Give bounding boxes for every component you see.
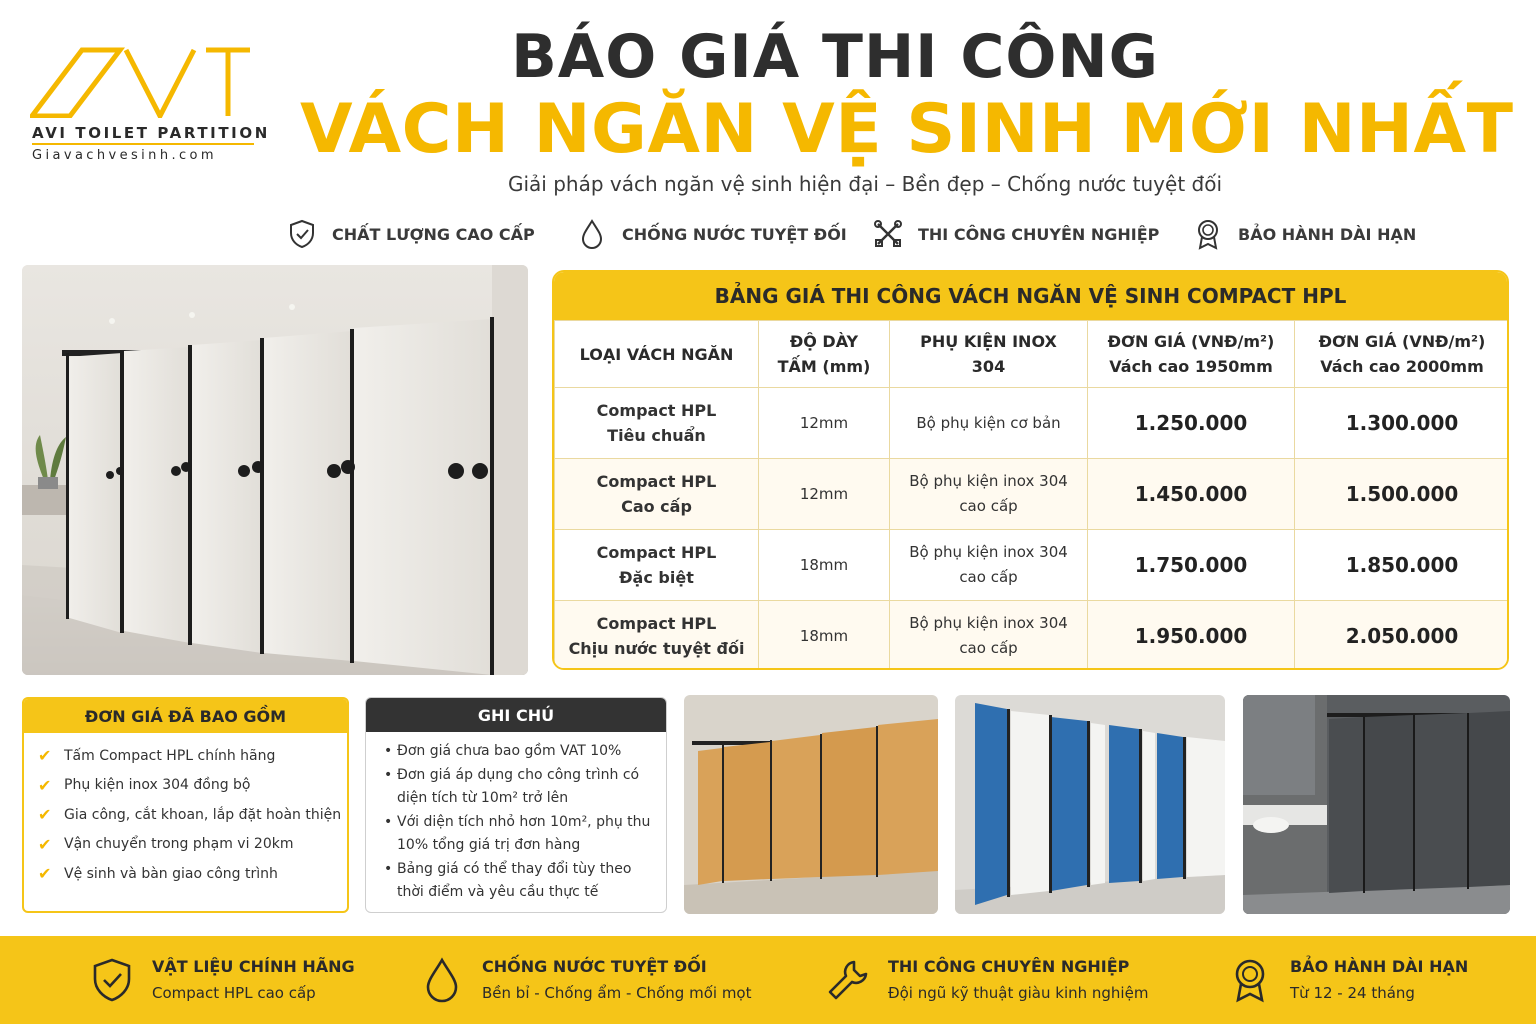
table-header-row xyxy=(555,321,1510,388)
tools-icon xyxy=(872,218,904,250)
footer-item-waterproof xyxy=(418,936,752,1024)
check-icon: ✔ xyxy=(38,834,52,854)
cell-accessory: Bộ phụ kiện inox 304 cao cấp xyxy=(890,459,1088,530)
award-badge-icon xyxy=(1226,956,1274,1004)
cell-price-2000: 1.850.000 xyxy=(1295,530,1510,601)
included-list xyxy=(24,733,347,889)
feature-waterproof xyxy=(576,212,847,256)
footer-title: VẬT LIỆU CHÍNH HÃNG xyxy=(152,957,355,976)
notes-list xyxy=(366,732,666,905)
header-type: LOẠI VÁCH NGĂN xyxy=(555,321,759,388)
cell-thickness: 12mm xyxy=(759,388,890,459)
wrench-icon xyxy=(824,956,872,1004)
notes-title: GHI CHÚ xyxy=(366,698,666,732)
feature-label: BẢO HÀNH DÀI HẠN xyxy=(1238,224,1417,244)
cell-accessory: Bộ phụ kiện inox 304 cao cấp xyxy=(890,530,1088,601)
brand-logo xyxy=(30,44,270,174)
cell-price-1950: 1.750.000 xyxy=(1088,530,1295,601)
feature-label: CHỐNG NƯỚC TUYỆT ĐỐI xyxy=(622,224,847,244)
cell-price-1950: 1.950.000 xyxy=(1088,601,1295,671)
wood-partition-photo xyxy=(684,695,938,914)
table-row xyxy=(555,388,1510,459)
cell-type: Compact HPL Đặc biệt xyxy=(555,530,759,601)
cell-price-2000: 2.050.000 xyxy=(1295,601,1510,671)
list-item: ✔ Phụ kiện inox 304 đồng bộ xyxy=(38,775,251,795)
footer-title: THI CÔNG CHUYÊN NGHIỆP xyxy=(888,957,1130,976)
brand-website: Giavachvesinh.com xyxy=(32,148,217,163)
header-thickness: ĐỘ DÀY TẤM (mm) xyxy=(759,321,890,388)
avi-logo-mark-icon xyxy=(30,44,260,118)
cell-price-2000: 1.300.000 xyxy=(1295,388,1510,459)
footer-title: BẢO HÀNH DÀI HẠN xyxy=(1290,957,1469,976)
dark-partition-photo xyxy=(1243,695,1510,914)
header-price-2000: ĐƠN GIÁ (VNĐ/m²) Vách cao 2000mm xyxy=(1295,321,1510,388)
cell-thickness: 18mm xyxy=(759,601,890,671)
footer-sub: Từ 12 - 24 tháng xyxy=(1290,984,1415,1002)
included-title: ĐƠN GIÁ ĐÃ BAO GỒM xyxy=(24,699,347,733)
header-price-1950: ĐƠN GIÁ (VNĐ/m²) Vách cao 1950mm xyxy=(1088,321,1295,388)
page-title-line1: BÁO GIÁ THI CÔNG xyxy=(511,22,1159,92)
footer-sub: Đội ngũ kỹ thuật giàu kinh nghiệm xyxy=(888,984,1149,1002)
footer-title: CHỐNG NƯỚC TUYỆT ĐỐI xyxy=(482,957,707,976)
table-row xyxy=(555,530,1510,601)
header-accessory: PHỤ KIỆN INOX 304 xyxy=(890,321,1088,388)
list-item: ✔ Gia công, cắt khoan, lắp đặt hoàn thiện xyxy=(38,805,342,825)
page-subtitle: Giải pháp vách ngăn vệ sinh hiện đại – Bền đẹp – Chống nước tuyệt đối xyxy=(507,172,1223,196)
list-item: • Với diện tích nhỏ hơn 10m², phụ thu 10% tổng giá trị đơn hàng xyxy=(384,811,660,858)
table-row xyxy=(555,459,1510,530)
included-box xyxy=(22,697,349,913)
list-item: ✔ Tấm Compact HPL chính hãng xyxy=(38,746,276,766)
feature-quality xyxy=(286,212,535,256)
main-partition-photo xyxy=(22,265,528,675)
page-title-line2: VÁCH NGĂN VỆ SINH MỚI NHẤT xyxy=(300,90,1514,169)
shield-check-icon xyxy=(88,956,136,1004)
footer-sub: Compact HPL cao cấp xyxy=(152,984,316,1002)
footer-sub: Bền bỉ - Chống ẩm - Chống mối mọt xyxy=(482,984,752,1002)
cell-accessory: Bộ phụ kiện cơ bản xyxy=(890,388,1088,459)
cell-thickness: 18mm xyxy=(759,530,890,601)
check-icon: ✔ xyxy=(38,775,52,795)
cell-price-2000: 1.500.000 xyxy=(1295,459,1510,530)
water-drop-icon xyxy=(576,218,608,250)
brand-divider xyxy=(32,143,254,145)
cell-type: Compact HPL Tiêu chuẩn xyxy=(555,388,759,459)
list-item: • Đơn giá áp dụng cho công trình có diện tích từ 10m² trở lên xyxy=(384,764,660,811)
check-icon: ✔ xyxy=(38,746,52,766)
shield-check-icon xyxy=(286,218,318,250)
cell-price-1950: 1.250.000 xyxy=(1088,388,1295,459)
cell-type: Compact HPL Chịu nước tuyệt đối xyxy=(555,601,759,671)
feature-label: THI CÔNG CHUYÊN NGHIỆP xyxy=(918,224,1160,244)
check-icon: ✔ xyxy=(38,864,52,884)
footer-item-material xyxy=(88,936,355,1024)
water-drop-icon xyxy=(418,956,466,1004)
footer-item-installation xyxy=(824,936,1148,1024)
footer-item-warranty xyxy=(1226,936,1468,1024)
feature-label: CHẤT LƯỢNG CAO CẤP xyxy=(332,224,535,244)
brand-name: AVI TOILET PARTITION xyxy=(32,124,270,142)
feature-installation xyxy=(872,212,1159,256)
cell-accessory: Bộ phụ kiện inox 304 cao cấp xyxy=(890,601,1088,671)
cell-thickness: 12mm xyxy=(759,459,890,530)
price-table xyxy=(554,320,1509,670)
price-table-title: BẢNG GIÁ THI CÔNG VÁCH NGĂN VỆ SINH COMPACT HPL xyxy=(554,272,1507,320)
price-table-card xyxy=(552,270,1509,670)
blue-partition-photo xyxy=(955,695,1225,914)
list-item: • Đơn giá chưa bao gồm VAT 10% xyxy=(384,740,660,764)
cell-type: Compact HPL Cao cấp xyxy=(555,459,759,530)
check-icon: ✔ xyxy=(38,805,52,825)
award-badge-icon xyxy=(1192,218,1224,250)
footer-bar xyxy=(0,936,1536,1024)
list-item: ✔ Vệ sinh và bàn giao công trình xyxy=(38,864,278,884)
feature-warranty xyxy=(1192,212,1416,256)
table-row xyxy=(555,601,1510,671)
cell-price-1950: 1.450.000 xyxy=(1088,459,1295,530)
notes-box xyxy=(365,697,667,913)
list-item: • Bảng giá có thể thay đổi tùy theo thời điểm và yêu cầu thực tế xyxy=(384,858,660,905)
list-item: ✔ Vận chuyển trong phạm vi 20km xyxy=(38,834,294,854)
feature-strip xyxy=(280,212,1420,256)
